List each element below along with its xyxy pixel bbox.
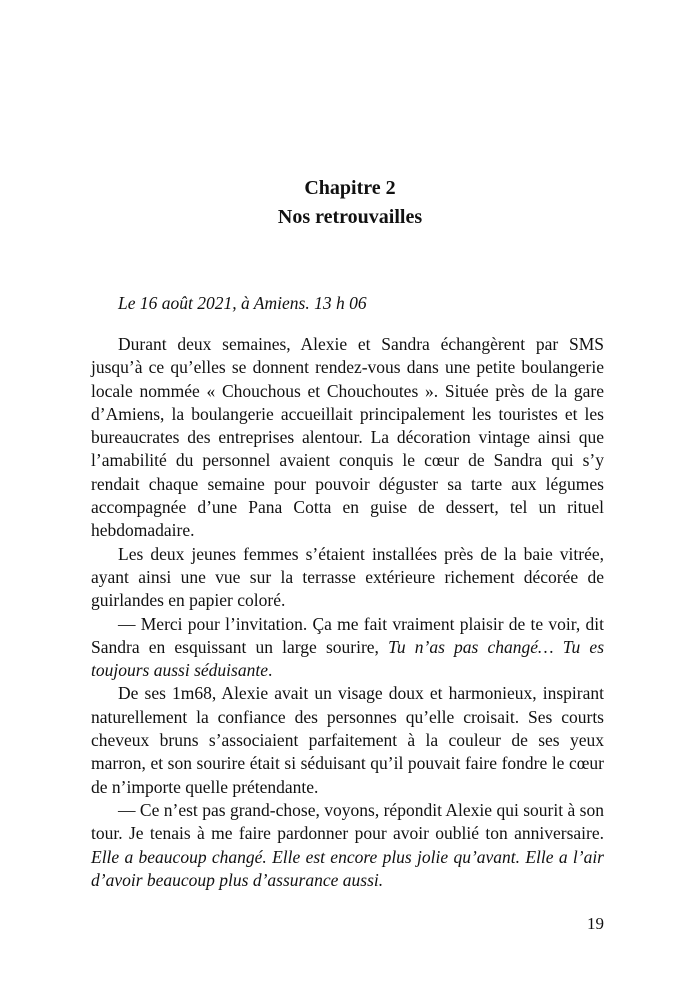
dateline: Le 16 août 2021, à Amiens. 13 h 06 <box>118 293 367 313</box>
paragraph-text: Durant deux semaines, Alexie et Sandra échangèrent par SMS jusqu’à ce qu’elles se donnent rendez-vous dans une petite boulangerie locale nommée « Chouchous et Chouchoutes ». Située près de la gare d’Amiens, la boulangerie accueillait principalement les touristes et les bureaucrates des entreprises alentour. La décoration vintage ainsi que l’amabilité du personnel avaient conquis le cœur de Sandra qui s’y rendait chaque semaine pour pouvoir déguster sa tarte aux légumes accompagnée d’une Pana Cotta en guise de dessert, tel un rituel hebdomadaire. <box>91 334 604 541</box>
paragraph-text: — Ce n’est pas grand-chose, voyons, répondit Alexie qui sourit à son tour. Je tenais à me faire pardonner pour avoir oublié ton anniversaire. <box>91 799 604 844</box>
paragraph-1 <box>91 333 604 543</box>
paragraph-text: Les deux jeunes femmes s’étaient installées près de la baie vitrée, ayant ainsi une vue sur la terrasse extérieure richement décorée de guirlandes en papier coloré. <box>91 543 604 611</box>
chapter-number: Chapitre 2 <box>304 177 396 199</box>
paragraph-text-end: . <box>267 660 273 681</box>
chapter-title: Nos retrouvailles <box>277 206 423 228</box>
paragraph-5 <box>91 799 604 892</box>
paragraph-4 <box>91 682 604 798</box>
paragraph-italic-thought: Elle a beaucoup changé. Elle est encore plus jolie qu’avant. Elle a l’air d’avoir beaucoup plus d’assurance aussi. <box>91 846 604 890</box>
paragraph-3 <box>91 613 604 683</box>
body-text <box>91 333 604 892</box>
paragraph-text: De ses 1m68, Alexie avait un visage doux et harmonieux, inspirant naturellement la confiance des personnes qu’elle croisait. Ses courts cheveux bruns s’associaient parfaitement à la couleur de ses yeux marron, et son sourire était si séduisant qu’il pouvait faire fondre le cœur de n’importe quelle prétendante. <box>91 683 604 797</box>
chapter-heading <box>0 174 700 232</box>
page-number: 19 <box>587 914 604 933</box>
paragraph-text: — Merci pour l’invitation. Ça me fait vraiment plaisir de te voir, dit Sandra en esquissant un large sourire, <box>91 613 604 657</box>
paragraph-2 <box>91 543 604 613</box>
paragraph-italic-thought: Tu n’as pas changé… Tu es toujours aussi séduisante <box>91 636 605 681</box>
